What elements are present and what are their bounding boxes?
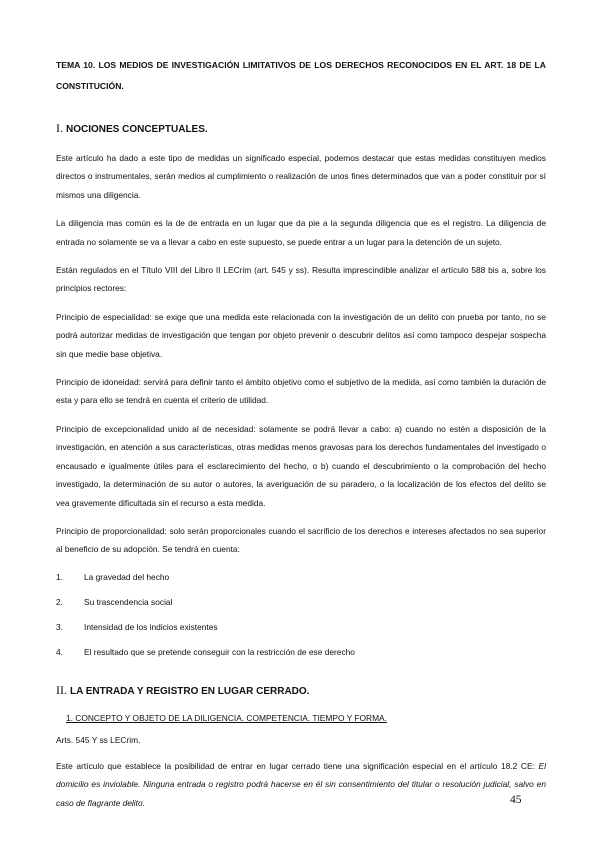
section-numeral: II. [56,682,67,697]
list-text: Intensidad de los indicios existentes [84,621,218,632]
list-item [56,590,546,615]
paragraph: Este artículo ha dado a este tipo de medidas un significado especial, podemos destacar que estas medidas constituyen medios directos o instrumentales, serán medios al cumplimiento o realización de unos fines determinados que van a poder constituir por sí mismos una diligencia. [56,153,546,200]
page-content [56,55,546,812]
list-text: La gravedad del hecho [84,571,170,582]
document-title: TEMA 10. LOS MEDIOS DE INVESTIGACIÓN LIMITATIVOS DE LOS DERECHOS RECONOCIDOS EN EL ART. 18 DE LA CONSTITUCIÓN. [56,60,546,91]
paragraph-lead: Este artículo que establece la posibilidad de entrar en lugar cerrado tiene una significación especial en el artículo 18.2 CE: [56,760,535,771]
constitution-quote: El domicilio es inviolable. Ninguna entrada o registro podrá hacerse en él sin consentimiento del titular o resolución judicial, salvo en caso de flagrante delito. [56,760,546,808]
list-item [56,565,546,590]
list-number: 4. [56,646,63,657]
paragraph: Están regulados en el Título VIII del Libro II LECrim (art. 545 y ss). Resulta imprescindible analizar el artículo 588 bis a, sobre los principios rectores: [56,265,546,294]
section-heading-text: LA ENTRADA Y REGISTRO EN LUGAR CERRADO. [70,685,310,697]
paragraph: Principio de excepcionalidad unido al de necesidad: solamente se podrá llevar a cabo: a) cuando no estén a disposición de la investigación, en atención a sus características, otras medidas menos gravosas para los derechos fundamentales del investigado o encausado e igualmente útiles para el esclarecimiento del hecho, o b) cuando el descubrimiento o la comprobación del hecho investigado, la determinación de su autor o autores, la averiguación de su paradero, o la localización de los efectos del delito se vea gravemente dificultada sin el recurso a esta medida. [56,423,546,508]
article-reference: Arts. 545 Y ss LECrim. [56,734,141,745]
list-text: El resultado que se pretende conseguir con la restricción de ese derecho [84,646,355,657]
paragraph: La diligencia mas común es la de de entrada en un lugar que da pie a la segunda diligencia que es el registro. La diligencia de entrada no solamente se va a llevar a cabo en este supuesto, se puede entrar a un lugar para la detención de un sujeto. [56,218,546,247]
list-text: Su trascendencia social [84,596,173,607]
section-numeral: I. [56,121,63,135]
numbered-list [56,565,546,665]
list-item [56,615,546,640]
list-number: 3. [56,621,63,632]
section-heading-2 [56,683,546,699]
subsection-heading: 1. CONCEPTO Y OBJETO DE LA DILIGENCIA. COMPETENCIA. TIEMPO Y FORMA. [66,712,387,723]
page-number: 45 [510,794,522,806]
paragraph: Principio de proporcionalidad: solo serán proporcionales cuando el sacrificio de los derechos e intereses afectados no sea superior al beneficio de su adopción. Se tendrá en cuenta: [56,525,546,555]
paragraph: Principio de idoneidad: servirá para definir tanto el ámbito objetivo como el subjetivo de la medida, así como también la duración de esta y para ello se tendrá en cuenta el criterio de utilidad. [56,377,546,406]
paragraph [56,757,546,812]
paragraph: Principio de especialidad: se exige que una medida este relacionada con la investigación de un delito con prueba por tanto, no se podrá autorizar medidas de investigación que tengan por objeto prevenir o descubrir delitos así como tampoco despejar sospecha sin que medie base objetiva. [56,311,546,359]
section-heading-1 [56,121,546,137]
list-number: 1. [56,571,63,582]
list-item [56,640,546,665]
section-heading-text: NOCIONES CONCEPTUALES. [66,124,208,135]
list-number: 2. [56,596,63,607]
